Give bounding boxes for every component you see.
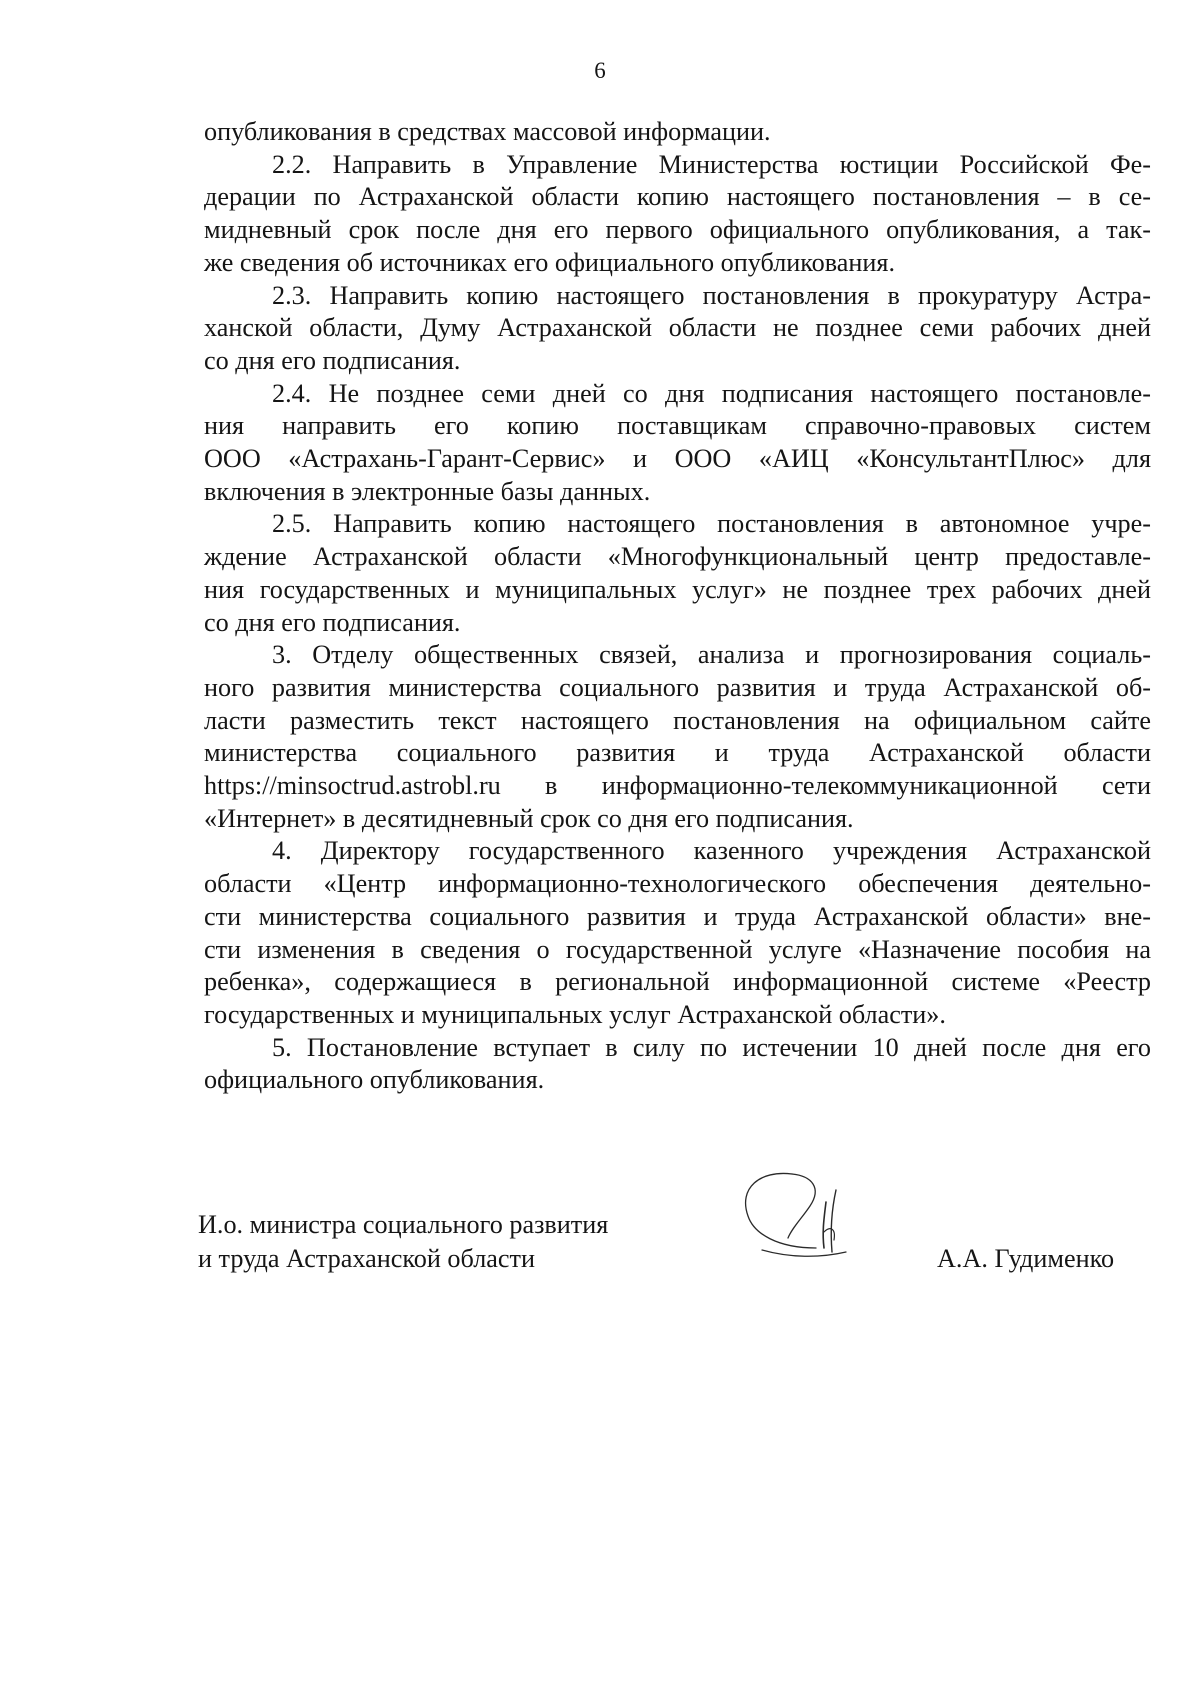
signatory-position-line-1: И.о. министра социального развития — [198, 1210, 609, 1239]
body-text-line: 3. Отделу общественных связей, анализа и прогнозирования социаль- — [272, 640, 1151, 670]
body-text-line: же сведения об источниках его официального опубликования. — [204, 247, 896, 277]
body-text-line: ния государственных и муниципальных услуг» не позднее трех рабочих дней — [204, 574, 1151, 604]
body-text-line: ханской области, Думу Астраханской области не позднее семи рабочих дней — [204, 313, 1151, 343]
signatory-position-line-2: и труда Астраханской области — [198, 1244, 535, 1273]
body-text-line: дерации по Астраханской области копию настоящего постановления – в се- — [204, 182, 1151, 212]
body-text-line: мидневный срок после дня его первого официального опубликования, а так- — [204, 215, 1151, 245]
document-body — [204, 116, 1151, 1097]
body-text-line: 4. Директору государственного казенного учреждения Астраханской — [272, 836, 1151, 866]
signatory-name: А.А. Гудименко — [937, 1244, 1115, 1273]
page-number: 6 — [594, 58, 606, 83]
body-text-line: ждение Астраханской области «Многофункциональный центр предоставле- — [204, 542, 1151, 572]
body-text-line: 2.3. Направить копию настоящего постановления в прокуратуру Астра- — [272, 280, 1151, 310]
body-text-line: 5. Постановление вступает в силу по истечении 10 дней после дня его — [272, 1032, 1151, 1062]
body-text-line: сти изменения в сведения о государственной услуге «Назначение пособия на — [204, 934, 1151, 964]
body-text-line: ния направить его копию поставщикам справочно-правовых систем — [204, 411, 1151, 441]
body-text-line: «Интернет» в десятидневный срок со дня его подписания. — [204, 803, 854, 833]
body-text-line: сти министерства социального развития и труда Астраханской области» вне- — [204, 901, 1151, 931]
signatory-position — [198, 1208, 608, 1276]
body-text-line: ласти разместить текст настоящего постановления на официальном сайте — [204, 705, 1151, 735]
handwritten-signature-icon — [730, 1168, 870, 1278]
body-text-line: министерства социального развития и труда Астраханской области — [204, 738, 1151, 768]
body-text-line: опубликования в средствах массовой информации. — [204, 117, 771, 146]
body-text-line: государственных и муниципальных услуг Астраханской области». — [204, 999, 946, 1029]
body-text-line: со дня его подписания. — [204, 607, 461, 637]
body-text-line: области «Центр информационно-технологического обеспечения деятельно- — [204, 869, 1151, 899]
body-text-line: 2.2. Направить в Управление Министерства юстиции Российской Фе- — [272, 149, 1151, 179]
body-text-line: официального опубликования. — [204, 1065, 545, 1095]
body-text-line: включения в электронные базы данных. — [204, 476, 651, 506]
body-text-line: ООО «Астрахань-Гарант-Сервис» и ООО «АИЦ «КонсультантПлюс» для — [204, 444, 1151, 474]
body-text-line: со дня его подписания. — [204, 345, 461, 375]
body-text-line: ного развития министерства социального развития и труда Астраханской об- — [204, 672, 1151, 702]
body-text-line: 2.4. Не позднее семи дней со дня подписания настоящего постановле- — [272, 378, 1151, 408]
body-text-line: ребенка», содержащиеся в региональной информационной системе «Реестр — [204, 967, 1151, 997]
body-text-line: 2.5. Направить копию настоящего постановления в автономное учре- — [272, 509, 1151, 539]
body-text-line: https://minsoctrud.astrobl.ru в информационно-телекоммуникационной сети — [204, 771, 1151, 801]
